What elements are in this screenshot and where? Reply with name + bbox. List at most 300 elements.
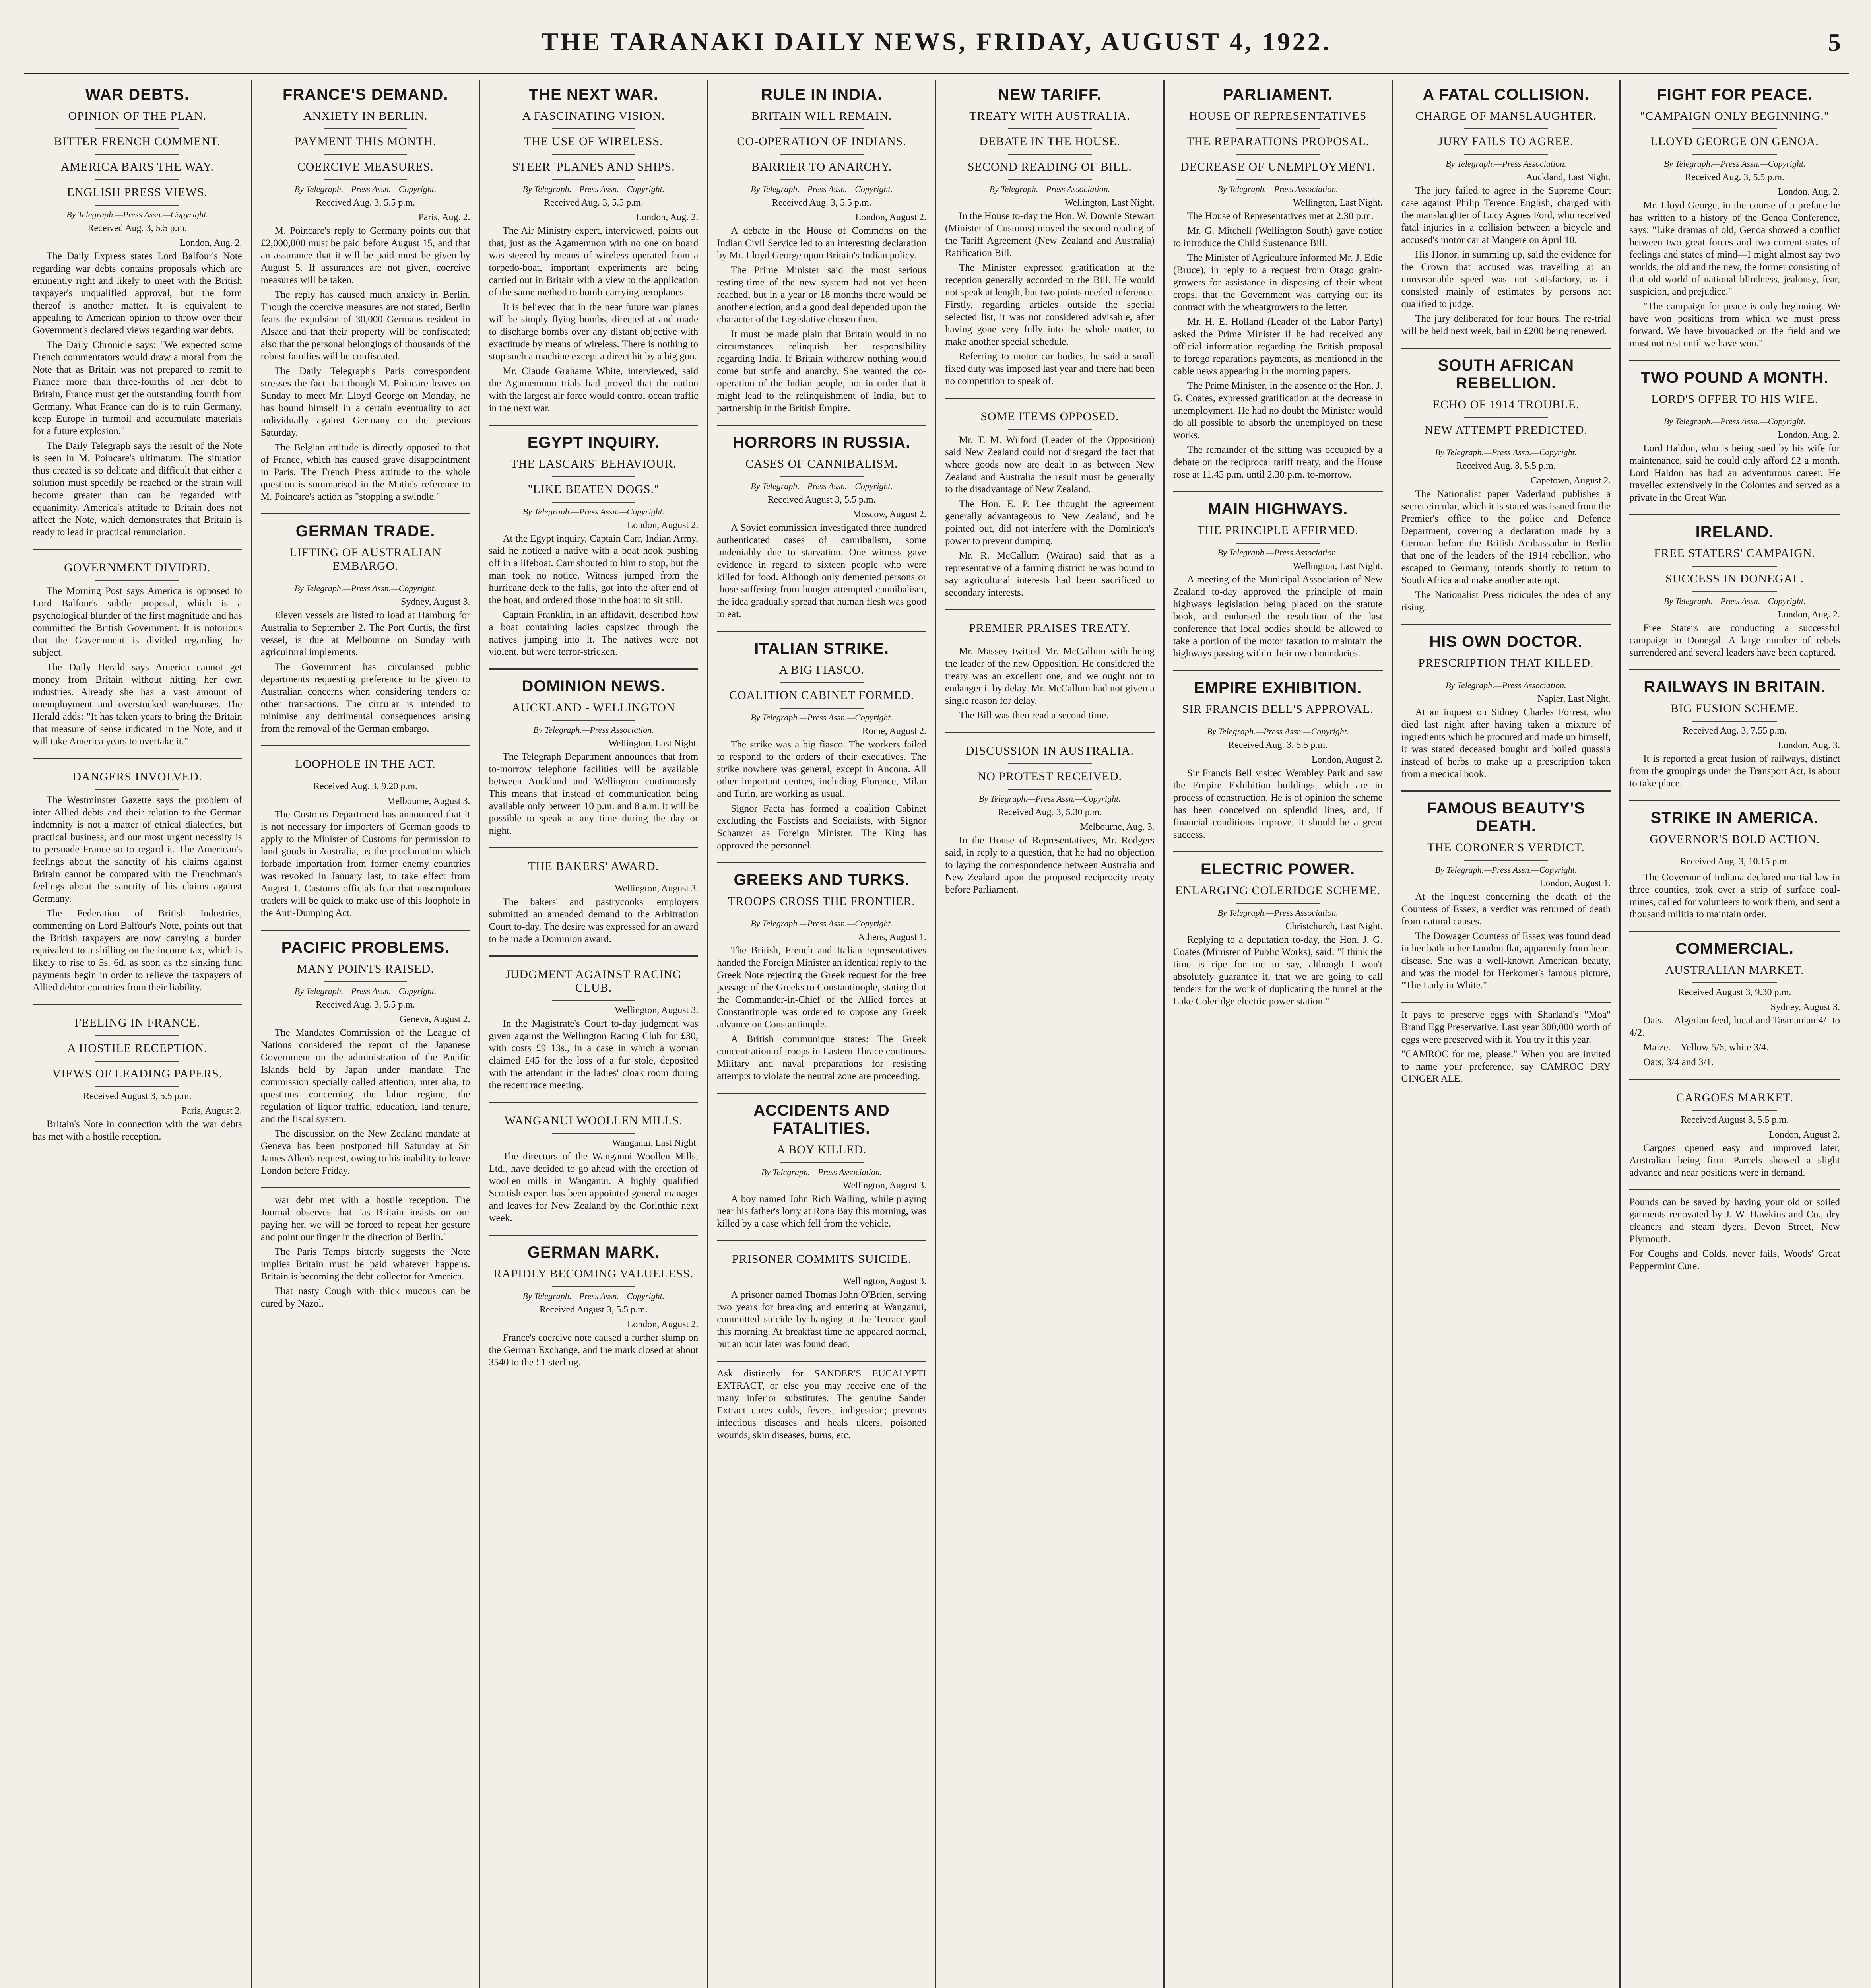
story-subheading: NEW ATTEMPT PREDICTED. [1424, 423, 1588, 437]
story-subheading: COALITION CABINET FORMED. [729, 689, 914, 702]
news-story [717, 425, 926, 620]
story-paragraph: The House of Representatives met at 2.30 p.m. [1187, 211, 1374, 221]
story-subheading: PRISONER COMMITS SUICIDE. [732, 1252, 912, 1266]
story-subheading: SOME ITEMS OPPOSED. [980, 410, 1119, 423]
story-paragraph: Mr. Lloyd George, in the course of a preface he has written to a history of the Genoa Conference, says: "Like dramas of old, Genoa showed a conflict between two great forces and two current states of feelings and states of mind—I might almost say two worlds, the old and the new, the former consisting of that old world of national blindness, jealousy, fear, suspicion, and prejudice." [1629, 200, 1840, 297]
story-subheading: SUCCESS IN DONEGAL. [1665, 572, 1804, 585]
wire-credit: By Telegraph.—Press Assn.—Copyright. [1663, 416, 1806, 426]
news-story [717, 631, 926, 852]
story-subheading: PAYMENT THIS MONTH. [294, 135, 437, 148]
news-story [1401, 86, 1611, 337]
dateline: Capetown, August 2. [1530, 476, 1611, 486]
story-paragraph: It must be made plain that Britain would in no circumstances relinquish her responsibility regarding India. If Britain withdrew nothing would come but strife and anarchy. She wanted the co-operation of the Indian people, not in order that it might lead to the relinquishment of India, but to partnership in the British Empire. [717, 329, 926, 414]
received-time: Received Aug. 3, 10.15 p.m. [1680, 856, 1789, 867]
divider-rule [1008, 179, 1092, 180]
story-paragraph: In the Magistrate's Court to-day judgment was given against the Wellington Racing Club for £30, with costs £9 13s., in a case in which a woman claimed £45 for the loss of a fur stole, deposited with the attendant in the ladies' cloak room during the recent race meeting. [489, 1018, 699, 1091]
received-time: Received Aug. 3, 5.30 p.m. [998, 807, 1102, 817]
story-paragraph: Britain's Note in connection with the war debts has met with a hostile reception. [33, 1119, 242, 1142]
divider-rule [1236, 128, 1320, 129]
divider-rule [1236, 903, 1320, 904]
story-paragraph: Signor Facta has formed a coalition Cabinet excluding the Fascists and Socialists, with Signor Schanzer as Foreign Minister. The King has approved the personnel. [717, 803, 926, 851]
dateline: Wellington, Last Night. [608, 738, 699, 749]
story-paragraph: At the inquest concerning the death of the Countess of Essex, a verdict was returned of death from natural causes. [1401, 891, 1611, 927]
story-subheading: A FASCINATING VISION. [522, 109, 665, 122]
story-headline: COMMERCIAL. [1675, 940, 1794, 957]
story-paragraph: The Westminster Gazette says the problem of inter-Allied debts and their relation to the German indemnity is not a matter of ethical dialectics, but practical business, and our most urgent necessity is to persuade France so to regard it. The American's feelings about the sanctity of his claims against Britain cannot be compared with the Frenchman's feelings about the sanctity of his claims against Germany. [33, 795, 242, 904]
news-story [1629, 669, 1840, 790]
story-paragraph: Ask distinctly for SANDER'S EUCALYPTI EXTRACT, or else you may receive one of the many inferior substitutes. The genuine Sander Extract cures colds, fevers, indigestion; prevents infectious diseases and heals ulcers, poisoned wounds, skin diseases, burns, etc. [717, 1368, 926, 1441]
story-subheading: ANXIETY IN BERLIN. [303, 109, 428, 122]
masthead [24, 12, 1849, 74]
story-paragraph: His Honor, in summing up, said the evidence for the Crown that accused was travelling at an unreasonable speed was not satisfactory, as it consisted mainly of estimates by persons not qualified to judge. [1401, 249, 1611, 309]
story-paragraph: The British, French and Italian representatives handed the Foreign Minister an identical reply to the Greek Note rejecting the Greek request for the free passage of the Greeks to Constantinople, stating that the Commander-in-Chief of the Allied forces at Constantinople was ordered to oppose any Greek advance on Constantinople. [717, 945, 926, 1030]
news-story [1401, 624, 1611, 780]
story-paragraph: A boy named John Rich Walling, while playing near his father's lorry at Rona Bay this morning, was killed by a case which fell from the vehicle. [717, 1194, 926, 1229]
news-story [261, 930, 470, 1177]
story-paragraph: Mr. R. McCallum (Wairau) said that as a representative of a farming district he was bound to say agricultural interests had been sacrificed to secondary interests. [945, 550, 1155, 598]
dateline: Wellington, Last Night. [1293, 198, 1383, 208]
dateline: Christchurch, Last Night. [1285, 921, 1383, 932]
story-subheading: THE PRINCIPLE AFFIRMED. [1197, 524, 1359, 537]
wire-credit: By Telegraph.—Press Association. [1217, 184, 1338, 194]
dateline: London, August 2. [1769, 1130, 1840, 1140]
dateline: Wellington, August 3. [615, 883, 699, 894]
divider-rule [780, 154, 864, 155]
dateline: Wanganui, Last Night. [612, 1138, 699, 1148]
story-paragraph: The Air Ministry expert, interviewed, points out that, just as the Agamemnon with no one on board was steered by means of wireless operated from a torpedo-boat, important experiments are being carried out in Britain with a view to the application of the same method to bomb-carrying aeroplanes. [489, 225, 699, 298]
wire-credit: By Telegraph.—Press Assn.—Copyright. [1207, 726, 1349, 736]
story-paragraph: The Daily Chronicle says: "We expected some French commentators would draw a moral from the Note that as Britain was not prepared to remit to France more than three-fourths of her debt to Britain, France must get the outstanding fourth from Germany. What France can do is to ruin Germany, keep Europe in turmoil and accumulate materials for a future explosion." [33, 340, 242, 437]
story-subheading: CO-OPERATION OF INDIANS. [737, 135, 906, 148]
story-paragraph: Free Staters are conducting a successful campaign in Donegal. A large number of rebels surrendered and several leaders have been captured. [1629, 623, 1840, 658]
story-paragraph: The Prime Minister, in the absence of the Hon. J. G. Coates, expressed gratification at the decrease in unemployment. He had no doubt the Minister would do all possible to absorb the unemployed on these works. [1173, 381, 1383, 441]
divider-rule [1236, 179, 1320, 180]
dateline: London, Aug. 2. [1778, 187, 1840, 197]
dateline: Napier, Last Night. [1537, 694, 1611, 704]
story-paragraph: At the Egypt inquiry, Captain Carr, Indian Army, said he noticed a native with a boat hook pushing off in a lifeboat. Carr shouted to him to stop, but the man took no notice. Witness jumped from the hurricane deck to the falls, got into the after end of the boat, and ordered those in the boat to sit still. [489, 533, 699, 606]
received-time: Received Aug. 3, 5.5 p.m. [1685, 172, 1785, 182]
received-time: Received Aug. 3, 5.5 p.m. [772, 198, 871, 208]
story-subheading: A BIG FIASCO. [779, 663, 864, 676]
news-story [1629, 86, 1840, 349]
divider-rule [1692, 154, 1777, 155]
story-paragraph: In the House to-day the Hon. W. Downie Stewart (Minister of Customs) moved the second reading of the Tariff Agreement (New Zealand and Australia) Ratification Bill. [945, 211, 1155, 258]
news-story [1629, 360, 1840, 504]
divider-rule [95, 789, 179, 790]
news-story [261, 1187, 470, 1310]
news-story [33, 86, 242, 538]
received-time: Received August 3, 9.30 p.m. [1678, 987, 1791, 998]
wire-credit: By Telegraph.—Press Assn.—Copyright. [522, 1291, 665, 1301]
page-column [1393, 80, 1621, 1988]
received-time: Received Aug. 3, 5.5 p.m. [1228, 740, 1328, 750]
story-subheading: LORD'S OFFER TO HIS WIFE. [1651, 392, 1818, 406]
story-paragraph: Mr. G. Mitchell (Wellington South) gave notice to introduce the Child Sustenance Bill. [1173, 225, 1383, 248]
story-paragraph: The Daily Herald says America cannot get money from Britain without hitting her own industries. Already she has a vast amount of unemployment and overstocked warehouses. The Herald adds: "It has taken years to bring the Britain that measure of sense indicated in the Note, and it will take America years to overtake it." [33, 662, 242, 747]
dateline: Wellington, Last Night. [1293, 561, 1383, 571]
story-subheading: VIEWS OF LEADING PAPERS. [52, 1067, 223, 1080]
newspaper-page [24, 80, 1849, 1988]
story-headline: WAR DEBTS. [85, 86, 189, 103]
story-paragraph: The Governor of Indiana declared martial law in three counties, took over a strip of surface coal-mines, called for volunteers to work them, and sent a thousand militia to maintain order. [1629, 872, 1840, 920]
dateline: London, August 2. [627, 1319, 699, 1330]
story-subheading: DECREASE OF UNEMPLOYMENT. [1180, 160, 1376, 173]
news-story [489, 1102, 699, 1224]
story-paragraph: The remainder of the sitting was occupied by a debate on the reciprocal tariff treaty, and the House rose at 11.45 p.m. until 2.30 p.m. to-morrow. [1173, 445, 1383, 480]
dateline: Sydney, August 3. [1770, 1002, 1840, 1012]
wire-credit: By Telegraph.—Press Association. [1446, 159, 1566, 169]
story-paragraph: It is believed that in the near future war 'planes will be simply flying bombs, directed at and made to discharge bombs over any distant objective with exactitude by means of wireless. There is nothing to stop such a machine except a direct hit by a big gun. [489, 302, 699, 362]
story-paragraph: The jury deliberated for four hours. The re-trial will be held next week, bail in £200 being renewed. [1401, 313, 1611, 336]
news-story [945, 609, 1155, 722]
story-headline: TWO POUND A MONTH. [1640, 369, 1829, 386]
divider-rule [1692, 982, 1777, 983]
story-subheading: ENLARGING COLERIDGE SCHEME. [1175, 884, 1381, 897]
dateline: London, Aug. 2. [1778, 430, 1840, 440]
divider-rule [95, 154, 179, 155]
divider-rule [1464, 860, 1548, 861]
divider-rule [95, 179, 179, 180]
story-paragraph: Lord Haldon, who is being sued by his wife for maintenance, said he could only afford £2 a month. Lord Haldon has had an adventurous career. He travelled extensively in the Colonies and served as a private in the Great War. [1629, 443, 1840, 503]
divider-rule [1464, 128, 1548, 129]
story-paragraph: The Daily Telegraph's Paris correspondent stresses the fact that though M. Poincare leaves on Sunday to meet Mr. Lloyd George on Monday, he has bound himself in a certain eventuality to act individually against Germany on the previous Saturday. [260, 366, 470, 438]
story-headline: A FATAL COLLISION. [1423, 86, 1590, 103]
page-column [708, 80, 936, 1988]
dateline: London, August 2. [627, 520, 699, 530]
page-column [936, 80, 1165, 1988]
story-paragraph: Oats, 3/4 and 3/1. [1643, 1057, 1714, 1068]
divider-rule [1692, 591, 1777, 592]
news-story [1173, 491, 1383, 660]
wire-credit: By Telegraph.—Press Assn.—Copyright. [294, 986, 437, 996]
story-subheading: A HOSTILE RECEPTION. [67, 1042, 208, 1055]
story-paragraph: The Morning Post says America is opposed to Lord Balfour's subtle proposal, which is a psychological blunder of the first magnitude and has committed the British Government. It is notorious that the Government is divided regarding the subject. [33, 586, 242, 658]
news-story [1629, 931, 1840, 1068]
story-subheading: CHARGE OF MANSLAUGHTER. [1415, 109, 1597, 122]
divider-rule [780, 476, 864, 477]
news-story [717, 86, 926, 414]
dateline: Wellington, August 3. [615, 1005, 699, 1015]
story-paragraph: A meeting of the Municipal Association of New Zealand to-day approved the principle of main highways legislation being placed on the statute book, and endorsed the resolution of the last conference that local bodies should be allowed to take a portion of the motor taxation to maintain the highways passing within their own boundaries. [1173, 574, 1383, 659]
divider-rule [552, 1133, 636, 1134]
news-story [1173, 86, 1383, 481]
received-time: Received Aug. 3, 5.5 p.m. [543, 198, 643, 208]
news-story [717, 862, 926, 1082]
wire-credit: By Telegraph.—Press Assn.—Copyright. [522, 184, 665, 194]
story-subheading: CARGOES MARKET. [1676, 1091, 1793, 1104]
story-headline: ELECTRIC POWER. [1200, 860, 1355, 878]
story-paragraph: The Nationalist paper Vaderland publishes a secret circular, which it is stated was issued from the Premier's office to the police and Defence Department, covering a declaration made by a German before the British Ambassador in Berlin that one of the leaders of the 1914 rebellion, who escaped to Germany, intends shortly to return to South Africa and make another attempt. [1401, 489, 1611, 586]
wire-credit: By Telegraph.—Press Association. [533, 725, 654, 735]
story-headline: RULE IN INDIA. [761, 86, 883, 103]
story-subheading: RAPIDLY BECOMING VALUELESS. [493, 1267, 694, 1280]
news-story [1173, 670, 1383, 841]
page-column [24, 80, 252, 1988]
story-subheading: TROOPS CROSS THE FRONTIER. [728, 895, 915, 908]
divider-rule [1236, 543, 1320, 544]
divider-rule [1008, 789, 1092, 790]
news-story [33, 549, 242, 747]
story-subheading: PREMIER PRAISES TREATY. [969, 621, 1131, 635]
divider-rule [1008, 128, 1092, 129]
received-time: Received Aug. 3, 5.5 p.m. [316, 198, 415, 208]
story-paragraph: The Daily Express states Lord Balfour's Note regarding war debts contains proposals which are eminently right and likely to meet with the British taxpayer's unqualified approval, but the form thereof is another matter. It is equivalent to appealing to American opinion to throw over their Government's declared views regarding war debts. [33, 251, 242, 336]
story-headline: FIGHT FOR PEACE. [1657, 86, 1813, 103]
story-paragraph: war debt met with a hostile reception. The Journal observes that "as Britain insists on our paying her, we will be forced to repeat her gesture and point our finger in the direction of Berlin." [260, 1195, 470, 1242]
story-paragraph: Sir Francis Bell visited Wembley Park and saw the Empire Exhibition buildings, which are in process of construction. He is of opinion the scheme has been conceived on splendid lines, and, if financial conditions improve, it should be a great success. [1173, 768, 1383, 840]
story-subheading: FREE STATERS' CAMPAIGN. [1654, 547, 1816, 560]
story-paragraph: Pounds can be saved by having your old or soiled garments renovated by J. W. Hawkins and Co., dry cleaners and steam dyers, Devon Street, New Plymouth. [1629, 1197, 1840, 1244]
divider-rule [95, 205, 179, 206]
wire-credit: By Telegraph.—Press Assn.—Copyright. [751, 481, 893, 491]
story-paragraph: The Minister of Agriculture informed Mr. J. Edie (Bruce), in reply to a request from Otago grain-growers for assistance in disposing of their wheat crops, that the Government was carrying out its contract with the wheatgrowers to the letter. [1173, 252, 1383, 313]
wire-credit: By Telegraph.—Press Association. [989, 184, 1110, 194]
news-story [261, 513, 470, 735]
story-subheading: AUSTRALIAN MARKET. [1665, 963, 1804, 977]
wire-credit: By Telegraph.—Press Assn.—Copyright. [66, 210, 208, 219]
news-story [261, 86, 470, 503]
divider-rule [552, 502, 636, 503]
story-subheading: THE BAKERS' AWARD. [528, 860, 659, 873]
story-subheading: LOOPHOLE IN THE ACT. [295, 757, 436, 771]
story-subheading: ECHO OF 1914 TROUBLE. [1432, 398, 1580, 411]
story-paragraph: M. Poincare's reply to Germany points out that £2,000,000 must be paid before August 15, and that an assurance that it will be paid must be given by August 5. If assurances are not given, coercive measures will be taken. [260, 225, 470, 285]
divider-rule [780, 682, 864, 683]
story-paragraph: Replying to a deputation to-day, the Hon. J. G. Coates (Minister of Public Works), said: "I think the time is ripe for me to say, although I won't absolutely guarantee it, that we are going to call tenders for the work of duplicating the tunnel at the Lake Coleridge electric power station." [1173, 934, 1383, 1007]
page-column [1165, 80, 1393, 1988]
story-headline: IRELAND. [1695, 523, 1774, 541]
divider-rule [552, 1286, 636, 1287]
wire-credit: By Telegraph.—Press Assn.—Copyright. [979, 794, 1121, 804]
dateline: Melbourne, August 3. [387, 796, 470, 806]
divider-rule [95, 1086, 179, 1087]
divider-rule [95, 128, 179, 129]
divider-rule [95, 1035, 179, 1036]
news-story [1401, 790, 1611, 992]
divider-rule [1236, 154, 1320, 155]
story-paragraph: The Minister expressed gratification at the reception generally accorded to the Bill. He would not speak at length, but two points needed reference. Firstly, regarding articles outside the special selected list, it was not considered advisable, after having gone very fully into the whole matter, to make another special schedule. [945, 262, 1155, 347]
news-story [489, 668, 699, 837]
story-subheading: "LIKE BEATEN DOGS." [528, 483, 660, 496]
story-paragraph: The Paris Temps bitterly suggests the Note implies Britain must be paid whatever happens. Britain is becoming the debt-collector for America. [260, 1246, 470, 1282]
dateline: Paris, August 2. [181, 1106, 242, 1116]
story-subheading: THE LASCARS' BEHAVIOUR. [510, 457, 677, 470]
story-subheading: GOVERNMENT DIVIDED. [64, 561, 211, 574]
dateline: Athens, August 1. [858, 932, 926, 942]
wire-credit: By Telegraph.—Press Assn.—Copyright. [1435, 447, 1577, 457]
story-subheading: BIG FUSION SCHEME. [1671, 702, 1799, 715]
story-subheading: AMERICA BARS THE WAY. [60, 160, 214, 173]
divider-rule [324, 981, 408, 982]
news-story [1629, 1079, 1840, 1179]
divider-rule [95, 580, 179, 581]
story-subheading: FEELING IN FRANCE. [74, 1016, 200, 1029]
story-paragraph: The Government has circularised public departments requesting preference to be given to Australian concerns when considering tenders or other transactions. The circular is intended to minimise any detrimental consequences arising from the removal of the German embargo. [260, 662, 470, 734]
wire-credit: By Telegraph.—Press Association. [1446, 680, 1566, 690]
story-paragraph: That nasty Cough with thick mucous can be cured by Nazol. [260, 1286, 470, 1309]
news-story [1629, 800, 1840, 920]
story-headline: THE NEXT WAR. [528, 86, 659, 103]
story-subheading: COERCIVE MEASURES. [297, 160, 434, 173]
wire-credit: By Telegraph.—Press Assn.—Copyright. [522, 507, 665, 516]
wire-credit: By Telegraph.—Press Assn.—Copyright. [1663, 596, 1806, 606]
story-paragraph: A prisoner named Thomas John O'Brien, serving two years for breaking and entering at Wanganui, committed suicide by hanging at the Terrace gaol this morning. At breakfast time he appeared normal, but an hour later was found dead. [717, 1289, 926, 1349]
story-subheading: GOVERNOR'S BOLD ACTION. [1650, 833, 1820, 846]
divider-rule [1008, 763, 1092, 764]
wire-credit: By Telegraph.—Press Assn.—Copyright. [1435, 865, 1577, 875]
story-paragraph: The Dowager Countess of Essex was found dead in her bath in her London flat, apparently from heart disease. She was a well-known American beauty, and was the model for Herkomer's famous picture, "The Lady in White." [1401, 931, 1611, 991]
story-subheading: SIR FRANCIS BELL'S APPROVAL. [1182, 703, 1374, 716]
story-paragraph: The reply has caused much anxiety in Berlin. Though the coercive measures are not stated, Berlin fears the expulsion of 30,000 Germans resident in Alsace and that their property will be confiscated; also that the personal belongings of thousands of the robust families will be confiscated. [260, 289, 470, 362]
story-paragraph: Mr. Massey twitted Mr. McCallum with being the leader of the new Opposition. He considered the treaty was an excellent one, and we ought not to endanger it by delay. Mr. McCallum had not given a single reason for delay. [945, 646, 1155, 706]
story-paragraph: A debate in the House of Commons on the Indian Civil Service led to an interesting declaration by Mr. Lloyd George upon Britain's Indian policy. [717, 225, 926, 261]
story-paragraph: Mr. H. E. Holland (Leader of the Labor Party) asked the Prime Minister if he had received any official information regarding the British proposal to forego reparations payments, as mentioned in the cable news appearing in the morning papers. [1173, 316, 1383, 377]
page-column [1621, 80, 1849, 1988]
divider-rule [324, 154, 408, 155]
story-subheading: JURY FAILS TO AGREE. [1438, 135, 1574, 148]
dateline: Melbourne, Aug. 3. [1080, 822, 1155, 832]
story-paragraph: At an inquest on Sidney Charles Forrest, who died last night after having taken a mixture of ingredients which he procured and made up himself, it was stated deceased bought and boiled quassia instead of herbs to make up a prescription taken from a medical book. [1401, 707, 1611, 779]
divider-rule [552, 128, 636, 129]
divider-rule [1008, 429, 1092, 430]
divider-rule [552, 154, 636, 155]
story-subheading: WANGANUI WOOLLEN MILLS. [504, 1114, 683, 1127]
story-headline: HORRORS IN RUSSIA. [733, 434, 911, 451]
story-paragraph: Mr. Claude Grahame White, interviewed, said the Agamemnon trials had proved that the nation with the largest air force would control ocean traffic in the next war. [489, 366, 699, 414]
dateline: London, August 2. [855, 212, 926, 223]
dateline: Moscow, August 2. [852, 509, 926, 520]
story-subheading: DEBATE IN THE HOUSE. [979, 135, 1120, 148]
story-paragraph: The Belgian attitude is directly opposed to that of France, which has caused grave disappointment in Paris. The French Press attitude to the whole question is summarised in the Matin's reference to M. Poincare's action as "stopping a swindle." [260, 442, 470, 502]
advertisement [717, 1361, 926, 1441]
received-time: Received August 3, 5.5 p.m. [1681, 1115, 1789, 1125]
story-headline: HIS OWN DOCTOR. [1429, 633, 1583, 650]
wire-credit: By Telegraph.—Press Assn.—Copyright. [294, 184, 437, 194]
story-paragraph: A Soviet commission investigated three hundred authenticated cases of cannibalism, some undeniably due to starvation. One witness gave evidence in regard to sixteen people who were killed for food. Although only demented persons or those suffering from hunger attempted cannibalism, the idea gradually spread that human flesh was good to eat. [717, 522, 926, 619]
story-paragraph: It pays to preserve eggs with Sharland's "Moa" Brand Egg Preservative. Last year 300,000 worth of eggs were preserved with it. You try it this year. [1401, 1010, 1611, 1045]
story-paragraph: The Bill was then read a second time. [959, 710, 1109, 721]
dateline: London, Aug. 3. [1778, 740, 1840, 751]
story-subheading: STEER 'PLANES AND SHIPS. [512, 160, 675, 173]
dateline: Auckland, Last Night. [1526, 172, 1611, 182]
wire-credit: By Telegraph.—Press Assn.—Copyright. [751, 712, 893, 722]
story-paragraph: The Customs Department has announced that it is not necessary for importers of German goods to apply to the Minister of Customs for permission to land goods in Australia, as the proclamation which forbade importation from former enemy countries was revoked in January last, to take effect from August 1. Customs officials fear that unscrupulous traders will be quick to make use of this loophole in the Anti-Dumping Act. [260, 809, 470, 918]
news-story [261, 745, 470, 919]
story-paragraph: The Daily Telegraph says the result of the Note is seen in M. Poincare's ultimatum. The situation thus created is so delicate and difficult that either a solution must speedily be reached or the strain will become greater than can be regarded with equanimity. America's attitude to Britain does not affect the Note, which demonstrates that Britain is ready to lead in practical renunciation. [33, 441, 242, 538]
story-subheading: MANY POINTS RAISED. [297, 962, 434, 975]
news-story [945, 86, 1155, 387]
story-paragraph: For Coughs and Colds, never fails, Woods' Great Peppermint Cure. [1629, 1248, 1840, 1272]
news-story [489, 425, 699, 658]
story-headline: PACIFIC PROBLEMS. [281, 939, 450, 956]
received-time: Received Aug. 3, 9.20 p.m. [313, 781, 418, 792]
story-headline: RAILWAYS IN BRITAIN. [1644, 678, 1826, 696]
story-subheading: SECOND READING OF BILL. [967, 160, 1132, 173]
story-subheading: PRESCRIPTION THAT KILLED. [1418, 656, 1594, 670]
dateline: Wellington, August 3. [842, 1276, 926, 1287]
wire-credit: By Telegraph.—Press Assn.—Copyright. [294, 583, 437, 593]
story-headline: GERMAN TRADE. [295, 522, 435, 540]
divider-rule [1464, 154, 1548, 155]
story-headline: ITALIAN STRIKE. [754, 640, 889, 657]
dateline: London, Aug. 2. [636, 212, 699, 223]
story-paragraph: The directors of the Wanganui Woollen Mills, Ltd., have decided to go ahead with the erection of woollen mills in Wanganui. A highly qualified Scottish expert has been appointed general manager and leaves for New Zealand by the Corinthic next week. [489, 1151, 699, 1223]
wire-credit: By Telegraph.—Press Association. [1217, 908, 1338, 918]
story-subheading: HOUSE OF REPRESENTATIVES [1189, 109, 1367, 122]
news-story [1173, 851, 1383, 1008]
story-paragraph: The Nationalist Press ridicules the idea of any rising. [1401, 590, 1611, 613]
news-story [489, 1235, 699, 1369]
story-paragraph: A British communique states: The Greek concentration of troops in Eastern Thrace continues. Military and naval preparations for resisting attempts to violate the neutral zone are proceeding. [717, 1034, 926, 1081]
wire-credit: By Telegraph.—Press Assn.—Copyright. [1663, 159, 1806, 169]
story-paragraph: Eleven vessels are listed to load at Hamburg for Australia to September 2. The Port Curtis, the first vessel, is due at Melbourne on Sunday with agricultural implements. [260, 610, 470, 658]
newspaper-title: THE TARANAKI DAILY NEWS, FRIDAY, AUGUST 4, 1922. [541, 27, 1331, 56]
dateline: Sydney, August 3. [401, 597, 470, 607]
story-subheading: CASES OF CANNIBALISM. [745, 457, 898, 470]
story-headline: NEW TARIFF. [998, 86, 1102, 103]
story-paragraph: The strike was a big fiasco. The workers failed to respond to the orders of their executives. The strike nowhere was general, except in Ancona. All other important centres, including Florence, Milan and Turin, are working as usual. [717, 739, 926, 799]
received-time: Received August 3, 5.5 p.m. [539, 1305, 648, 1315]
dateline: Paris, Aug. 2. [418, 212, 470, 223]
news-story [945, 732, 1155, 896]
dateline: Rome, August 2. [862, 726, 926, 736]
story-headline: FAMOUS BEAUTY'S DEATH. [1427, 800, 1585, 835]
divider-rule [552, 1000, 636, 1001]
divider-rule [95, 1061, 179, 1062]
received-time: Received August 3, 5.5 p.m. [83, 1091, 192, 1101]
wire-credit: By Telegraph.—Press Association. [1217, 547, 1338, 557]
news-story [1629, 514, 1840, 659]
dateline: London, Aug. 2. [1778, 610, 1840, 620]
received-time: Received Aug. 3, 5.5 p.m. [316, 1000, 415, 1010]
story-paragraph: Mr. T. M. Wilford (Leader of the Opposition) said New Zealand could not disregard the fact that where goods now are dealt in as between New Zealand and Australia the result must be generally to the disadvantage of New Zealand. [945, 435, 1155, 495]
page-column [252, 80, 480, 1988]
story-headline: EGYPT INQUIRY. [527, 434, 660, 451]
story-subheading: A BOY KILLED. [776, 1143, 867, 1156]
story-subheading: LIFTING OF AUSTRALIAN EMBARGO. [289, 546, 441, 573]
received-time: Received Aug. 3, 5.5 p.m. [87, 223, 187, 233]
story-subheading: NO PROTEST RECEIVED. [977, 770, 1122, 783]
story-headline: DOMINION NEWS. [522, 678, 666, 695]
divider-rule [1008, 154, 1092, 155]
page-number: 5 [1828, 28, 1841, 56]
story-paragraph: The jury failed to agree in the Supreme Court case against Philip Terence English, charged with the manslaughter of Lucy Agnes Ford, who received fatal injuries in a collision between a bicycle and accused's motor car at Mangere on April 10. [1401, 185, 1611, 245]
divider-rule [780, 179, 864, 180]
story-headline: GERMAN MARK. [527, 1244, 660, 1261]
story-headline: GREEKS AND TURKS. [734, 871, 910, 889]
story-paragraph: "CAMROC for me, please." When you are invited to name your preference, say CAMROC DRY GINGER ALE. [1401, 1049, 1611, 1084]
dateline: Geneva, August 2. [400, 1014, 470, 1025]
story-subheading: AUCKLAND - WELLINGTON [512, 701, 675, 714]
dateline: London, August 2. [1311, 755, 1383, 765]
page-column [480, 80, 708, 1988]
story-headline: SOUTH AFRICAN REBELLION. [1438, 357, 1574, 392]
story-paragraph: The Telegraph Department announces that from to-morrow telephone facilities will be available between Auckland and Wellington continuously. This means that instead of communication being available only between 10 p.m. and 8 a.m. it will be possible to speak at any time during the day or night. [489, 751, 699, 836]
story-paragraph: It is reported a great fusion of railways, distinct from the groupings under the Transport Act, is about to take place. [1629, 753, 1840, 789]
story-paragraph: The Federation of British Industries, commenting on Lord Balfour's Note, points out that the British taxpayers are now carrying a burden equivalent to a shilling on the income tax, which is likely to rise to 5s. 6d. as soon as the sinking fund payments begin in order to relieve the taxpayers of Allied debtor countries from their liability. [33, 908, 242, 993]
story-subheading: DANGERS INVOLVED. [72, 770, 202, 783]
story-subheading: LLOYD GEORGE ON GENOA. [1650, 135, 1819, 148]
divider-rule [552, 476, 636, 477]
story-subheading: ENGLISH PRESS VIEWS. [67, 186, 208, 199]
news-story [33, 1004, 242, 1143]
story-headline: ACCIDENTS AND FATALITIES. [753, 1102, 890, 1137]
story-paragraph: The bakers' and pastrycooks' employers submitted an amended demand to the Arbitration Court to-day. The desire was expressed for an award to be made a Dominion award. [489, 897, 699, 944]
story-headline: STRIKE IN AMERICA. [1650, 809, 1819, 827]
story-subheading: BARRIER TO ANARCHY. [751, 160, 892, 173]
story-paragraph: In the House of Representatives, Mr. Rodgers said, in reply to a question, that he had no objection to laying the correspondence between Australia and New Zealand upon the proposed reciprocity treaty before Parliament. [945, 835, 1155, 895]
story-paragraph: Maize.—Yellow 5/6, white 3/4. [1643, 1042, 1769, 1053]
